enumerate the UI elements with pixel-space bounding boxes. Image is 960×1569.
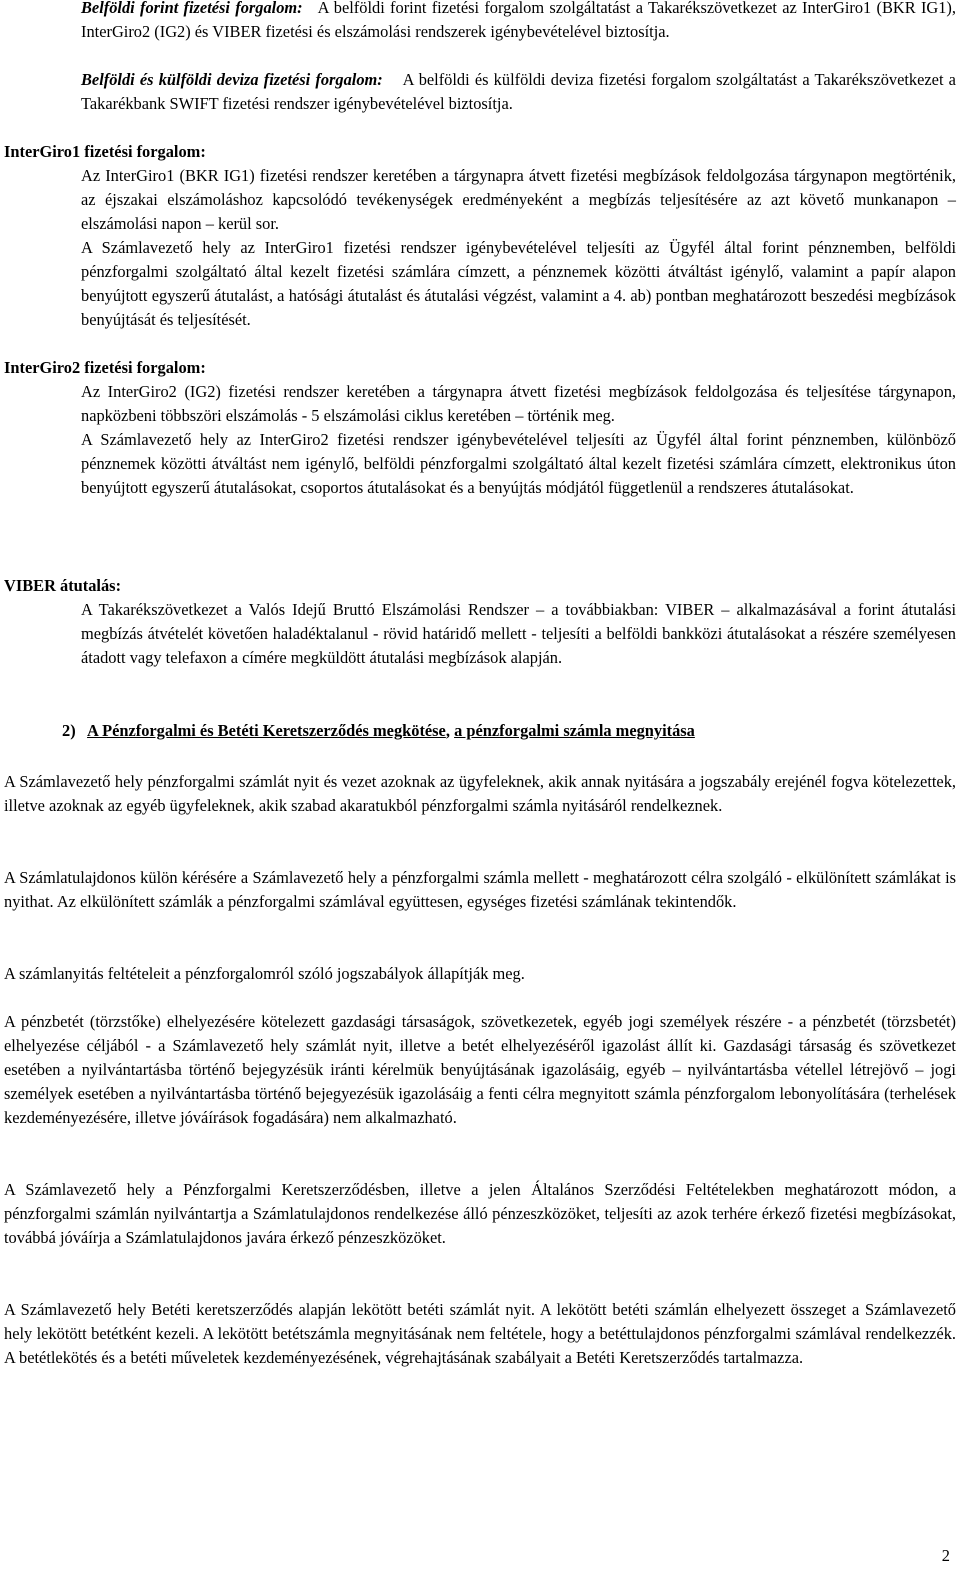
body-paragraph-1: A Számlavezető hely pénzforgalmi számlát nyit és vezet azoknak az ügyfeleknek, akik annak nyitására a jogszabály erejénél fogva kötelezettek, illetve azoknak az egyéb ügyfeleknek, akik szabad akaratukból pénzforgalmi számla nyitásáról rendelkeznek. — [4, 772, 956, 815]
text-forint-payments: A belföldi forint fizetési forgalom szolgáltatást a Takarékszövetkezet az InterGiro1 (BKR IG1), InterGiro2 (IG2) és VIBER fizetési és elszámolási rendszerek igénybevételével biztosítja. — [81, 0, 956, 41]
page-number: 2 — [941, 1546, 950, 1565]
heading-intergiro1: InterGiro1 fizetési forgalom: — [4, 142, 206, 161]
intergiro2-paragraph-1: Az InterGiro2 (IG2) fizetési rendszer keretében a tárgynapra átvett fizetési megbízások feldolgozása és teljesítése tárgynapon, napközbeni többszöri elszámolás - 5 elszámolási ciklus keretében – történik meg. — [81, 382, 956, 425]
body-paragraph-6: A Számlavezető hely Betéti keretszerződés alapján lekötött betéti számlát nyit. A lekötött betéti számlán elhelyezett összeget a Számlavezető hely lekötött betétként kezeli. A lekötött betétszámla megnyitásának nem feltétele, hogy a betéttulajdonos pénzforgalmi számlával rendelkezzék. A betétlekötés és a betéti műveletek kezdeményezésének, végrehajtásának szabályait a Betéti Keretszerződés tartalmazza. — [4, 1300, 956, 1367]
intergiro1-paragraph-2: A Számlavezető hely az InterGiro1 fizetési rendszer igénybevételével teljesíti az Ügyfél által forint pénznemben, belföldi pénzforgalmi szolgáltató által kezelt fizetési számlára címzett, a pénznemek közötti átváltást igénylő, valamint a papír alapon benyújtott egyszerű átutalást, a hatósági átutalást és átutalási végzést, valamint a 4. ab) pontban meghatározott beszedési megbízások benyújtását és teljesítését. — [81, 238, 956, 329]
section-2-title-b: a pénzforgalmi számla megnyitása — [454, 721, 695, 740]
heading-intergiro2: InterGiro2 fizetési forgalom: — [4, 358, 206, 377]
section-2-number: 2) — [62, 721, 76, 740]
section-2-separator: , — [445, 721, 450, 740]
label-forint-payments: Belföldi forint fizetési forgalom: — [81, 0, 303, 17]
body-paragraph-2: A Számlatulajdonos külön kérésére a Számlavezető hely a pénzforgalmi számla mellett - meghatározott célra szolgáló - elkülönített számlákat is nyithat. Az elkülönített számlák a pénzforgalmi számlával együttesen, egységes fizetési számlának tekintendők. — [4, 868, 956, 911]
intergiro1-paragraph-1: Az InterGiro1 (BKR IG1) fizetési rendszer keretében a tárgynapra átvett fizetési megbízások feldolgozása tárgynapon megtörténik, az éjszakai elszámoláshoz kapcsolódó tevékenységek eredményeként a megbízás teljesítésére az azt követő munkanapon – elszámolási napon – kerül sor. — [81, 166, 956, 233]
paragraph-forint-payments — [81, 0, 956, 44]
body-paragraph-5: A Számlavezető hely a Pénzforgalmi Keretszerződésben, illetve a jelen Általános Szerződési Feltételekben meghatározott módon, a pénzforgalmi számlán nyilvántartja a Számlatulajdonos rendelkezése álló pénzeszközöket, teljesíti az azok terhére érkező fizetési megbízásokat, továbbá jóváírja a Számlatulajdonos javára érkező pénzeszközöket. — [4, 1180, 956, 1247]
text-fx-payments: A belföldi és külföldi deviza fizetési forgalom szolgáltatást a Takarékszövetkezet a Takarékbank SWIFT fizetési rendszer igénybevételével biztosítja. — [81, 70, 956, 113]
body-paragraph-3: A számlanyitás feltételeit a pénzforgalomról szóló jogszabályok állapítják meg. — [4, 964, 525, 983]
viber-paragraph: A Takarékszövetkezet a Valós Idejű Bruttó Elszámolási Rendszer – a továbbiakban: VIBER – alkalmazásával a forint átutalási megbízás átvételét követően haladéktalanul - rövid határidő mellett - teljesíti a belföldi bankközi átutalásokat a részére személyesen átadott vagy telefaxon a címére megküldött átutalási megbízások alapján. — [81, 600, 956, 667]
heading-viber: VIBER átutalás: — [4, 576, 122, 595]
label-fx-payments: Belföldi és külföldi deviza fizetési forgalom: — [81, 70, 383, 89]
intergiro2-paragraph-2: A Számlavezető hely az InterGiro2 fizetési rendszer igénybevételével teljesíti az Ügyfél által forint pénznemben, különböző pénznemek közötti átváltást nem igénylő, belföldi pénzforgalmi szolgáltató által kezelt fizetési számlára címzett, elektronikus úton benyújtott egyszerű átutalásokat, csoportos átutalásokat és a benyújtás módjától függetlenül a rendszeres átutalásokat. — [81, 430, 956, 497]
paragraph-fx-payments — [81, 68, 956, 116]
body-paragraph-4: A pénzbetét (törzstőke) elhelyezésére kötelezett gazdasági társaságok, szövetkezetek, egyéb jogi személyek részére - a pénzbetét (törzsbetét) elhelyezése céljából - a Számlavezető hely számlát nyit, illetve a betét elhelyezéséről igazolást állít ki. Gazdasági társaság és szövetkezet esetében a nyilvántartásba történő bejegyzésük iránti kérelmük benyújtásának igazolásáig, egyéb – nyilvántartásba vétellel létrejövő – jogi személyek esetében a nyilvántartásba történő bejegyezésük igazolásáig a fenti célra megnyitott számla pénzforgalom lebonyolítására (terhelések kezdeményezésére, illetve jóváírások fogadására) nem alkalmazható. — [4, 1012, 956, 1127]
section-2-heading — [62, 719, 942, 743]
section-2-title-a: A Pénzforgalmi és Betéti Keretszerződés megkötése — [87, 721, 446, 740]
